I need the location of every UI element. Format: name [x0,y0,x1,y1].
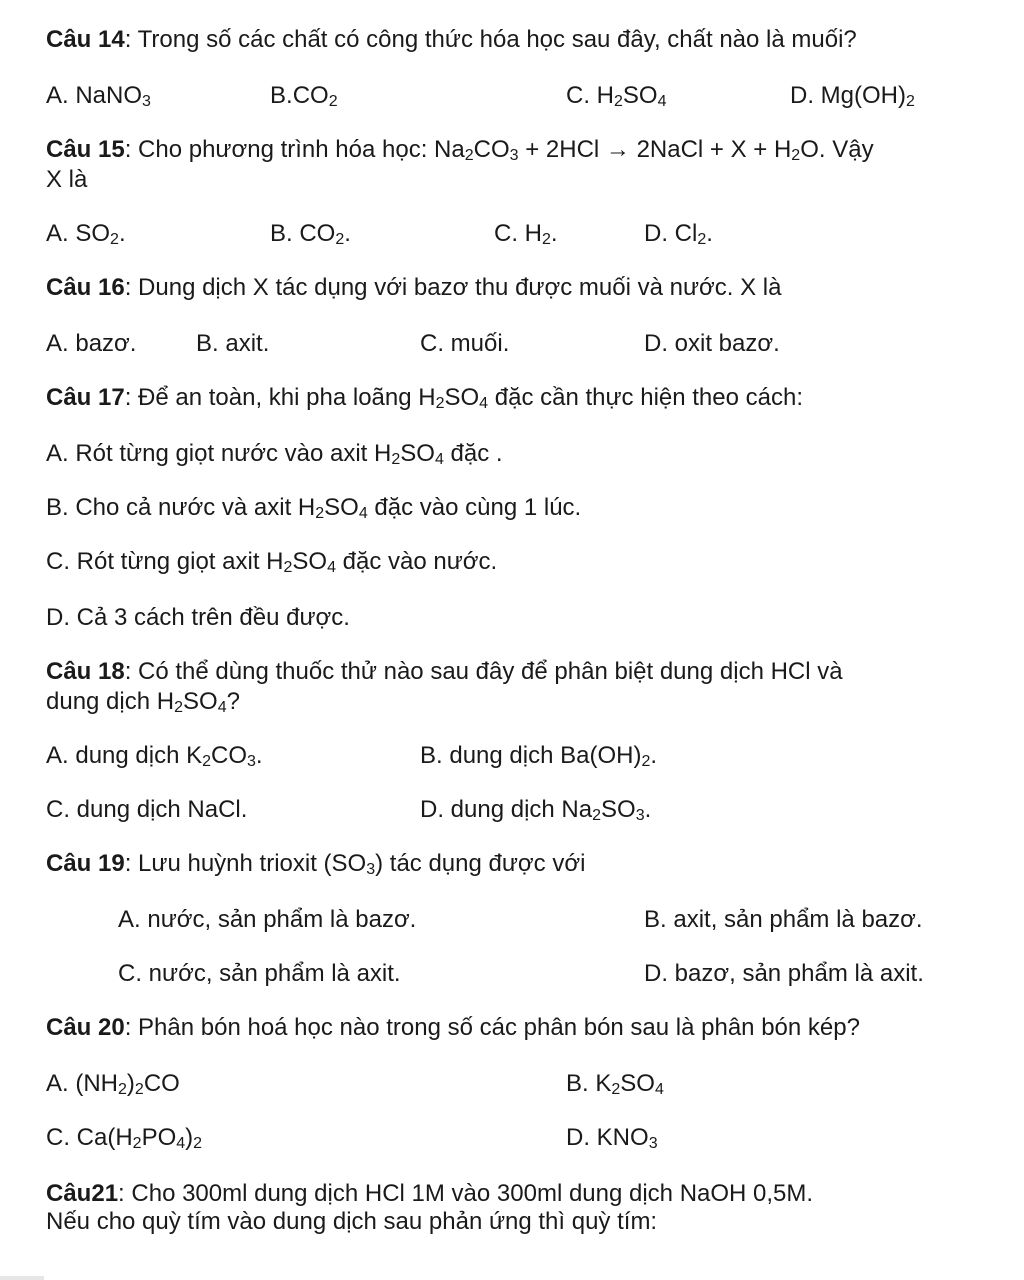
question-19-stem: Câu 19: Lưu huỳnh trioxit $(SO_3)$ tác dụng được với [46,850,586,878]
question-20-stem: Câu 20: Phân bón hoá học nào trong số các phân bón sau là phân bón kép? [46,1014,860,1041]
question-16-label: Câu 16 [46,274,125,301]
q16-option-a: A. bazơ. [46,330,137,357]
q17-option-c: C. Rót từng giọt axit $H_2SO_4$ đặc vào nước. [46,548,498,576]
question-15-stem: Câu 15: Cho phương trình hóa học: $Na_2CO_3 + 2HCl$ → 2NaCl + $X + H_2O$. Vậy [46,136,874,164]
q20-option-d: D. $KNO_3$ [566,1124,658,1152]
q18-option-d: D. dung dịch $Na_2SO_3$. [420,796,652,824]
q17-option-a: A. Rót từng giọt nước vào axit $H_2SO_4$ đặc . [46,440,503,468]
question-16-stem: Câu 16: Dung dịch X tác dụng với bazơ thu được muối và nước. X là [46,274,782,301]
q20-option-b: B. $K_2SO_4$ [566,1070,664,1098]
q16-option-d: D. oxit bazơ. [644,330,780,357]
question-17-label: Câu 17 [46,384,125,411]
question-19-label: Câu 19 [46,850,125,877]
q20-option-a: A. $(NH_2)_2CO$ [46,1070,180,1098]
q18-option-b: B. dung dịch $Ba(OH)_2$. [420,742,658,770]
question-20-label: Câu 20 [46,1014,125,1041]
q19-option-c: C. nước, sản phẩm là axit. [118,960,401,987]
q18-option-c: C. dung dịch NaCl. [46,796,248,823]
q15-option-d: D. $Cl_2$. [644,220,713,248]
q17-option-b: B. Cho cả nước và axit $H_2SO_4$ đặc vào cùng 1 lúc. [46,494,582,522]
q15-option-a: A. $SO_2$. [46,220,126,248]
q18-option-a: A. dung dịch $K_2CO_3$. [46,742,263,770]
question-14-label: Câu 14 [46,26,125,53]
question-21-stem: Câu21: Cho 300ml dung dịch HCl 1M vào 300ml dung dịch NaOH 0,5M. [46,1180,814,1207]
q16-option-b: B. axit. [196,330,270,357]
q14-option-d: D. $Mg(OH)_2$ [790,82,915,110]
q15-option-b: B. $CO_2$. [270,220,351,248]
q16-option-c: C. muối. [420,330,510,357]
question-15-label: Câu 15 [46,136,125,163]
q19-option-a: A. nước, sản phẩm là bazơ. [118,906,417,933]
question-21-label: Câu21 [46,1180,119,1207]
question-15-stem-line2: X là [46,166,88,193]
question-18-stem-line2: dung dịch $H_2SO_4$? [46,688,240,716]
q17-option-d: D. Cả 3 cách trên đều được. [46,604,350,631]
question-14-stem: Câu 14: Trong số các chất có công thức hóa học sau đây, chất nào là muối? [46,26,857,53]
q15-option-c: C. $H_2$. [494,220,558,248]
q20-option-c: C. $Ca(H_2PO_4)_2$ [46,1124,203,1152]
q14-option-c: C. $H_2SO_4$ [566,82,667,110]
q14-option-a: A. NaNO$_3$ [46,82,151,110]
q19-option-d: D. bazơ, sản phẩm là axit. [644,960,924,987]
question-18-label: Câu 18 [46,658,125,685]
question-17-stem: Câu 17: Để an toàn, khi pha loãng $H_2SO_4$ đặc cần thực hiện theo cách: [46,384,804,412]
question-18-stem: Câu 18: Có thể dùng thuốc thử nào sau đây để phân biệt dung dịch HCl và [46,658,843,685]
page-edge-mark [0,1276,44,1280]
q19-option-b: B. axit, sản phẩm là bazơ. [644,906,923,933]
question-21-stem-line2: Nếu cho quỳ tím vào dung dịch sau phản ứng thì quỳ tím: [46,1208,658,1235]
q14-option-b: $B.CO_2$ [270,82,338,110]
